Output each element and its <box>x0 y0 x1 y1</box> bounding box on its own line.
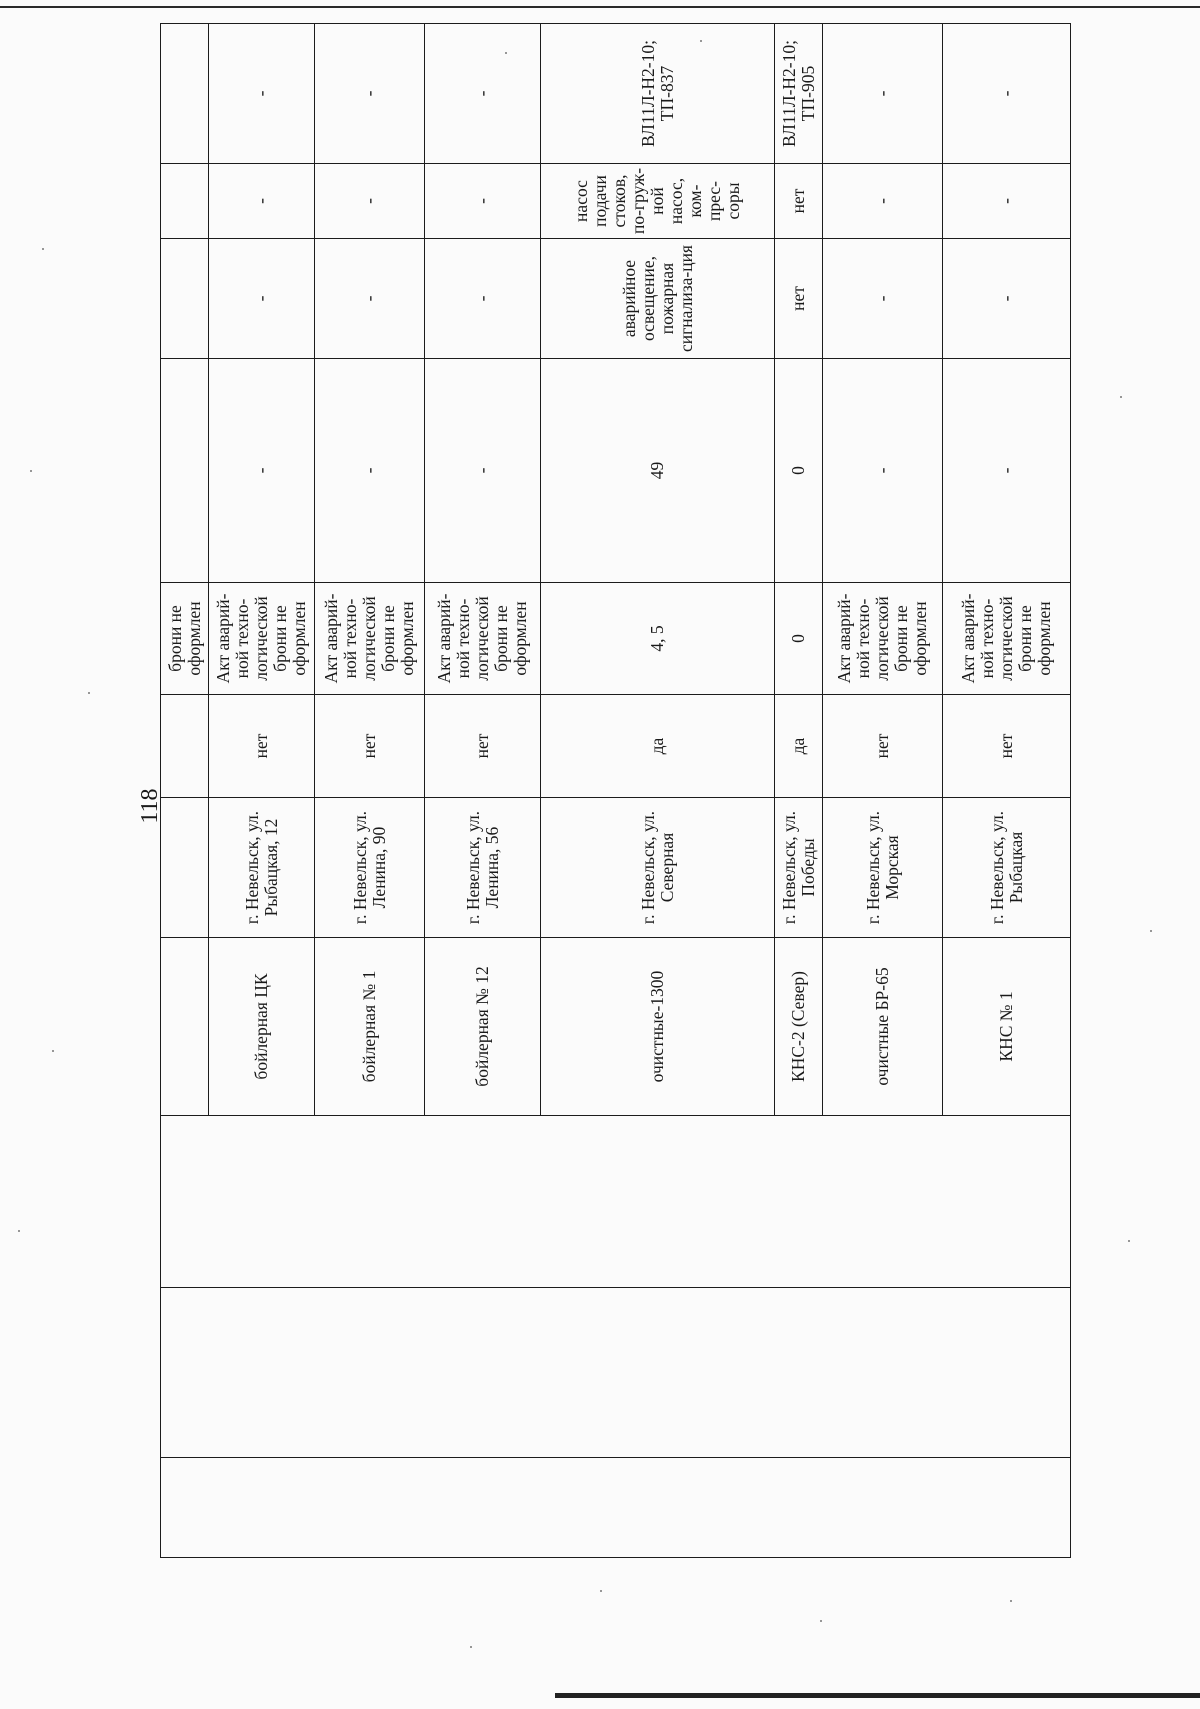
cell-header-name <box>161 938 209 1116</box>
cell-header-flag <box>161 695 209 798</box>
cell-value: 49 <box>541 359 775 583</box>
cell-header-equipment <box>161 239 209 359</box>
cell-reserve: Акт аварий-ной техно-логической брони не оформлен <box>425 583 541 695</box>
cell-flag: нет <box>823 695 943 798</box>
cell-empty-col3 <box>161 1116 1071 1288</box>
cell-line: - <box>315 24 425 164</box>
cell-equipment: - <box>209 239 315 359</box>
cell-flag: нет <box>209 695 315 798</box>
cell-value: - <box>209 359 315 583</box>
cell-flag: нет <box>943 695 1071 798</box>
cell-name: бойлерная № 12 <box>425 938 541 1116</box>
cell-address: г. Невельск, ул. Победы <box>775 798 823 938</box>
cell-name: КНС № 1 <box>943 938 1071 1116</box>
cell-line: - <box>425 24 541 164</box>
cell-flag: нет <box>425 695 541 798</box>
cell-header-reserve: брони не оформлен <box>161 583 209 695</box>
cell-line: ВЛ11Л-Н2-10; ТП-837 <box>541 24 775 164</box>
cell-reserve: Акт аварий-ной техно-логической брони не оформлен <box>823 583 943 695</box>
cell-line: - <box>209 24 315 164</box>
table-row-top-strip <box>161 24 209 1558</box>
cell-units: - <box>209 164 315 239</box>
cell-name: очистные-1300 <box>541 938 775 1116</box>
cell-value: - <box>315 359 425 583</box>
cell-address: г. Невельск, ул. Северная <box>541 798 775 938</box>
cell-units: нет <box>775 164 823 239</box>
cell-header-address <box>161 798 209 938</box>
rotated-table-container <box>160 40 1070 1558</box>
cell-equipment: аварийное освещение, пожарная сигнализа-ция <box>541 239 775 359</box>
cell-equipment: - <box>425 239 541 359</box>
cell-address: г. Невельск, ул. Ленина, 90 <box>315 798 425 938</box>
cell-header-units <box>161 164 209 239</box>
cell-units: - <box>943 164 1071 239</box>
cell-reserve: Акт аварий-ной техно-логической брони не оформлен <box>315 583 425 695</box>
cell-address: г. Невельск, ул. Рыбацкая, 12 <box>209 798 315 938</box>
cell-address: г. Невельск, ул. Рыбацкая <box>943 798 1071 938</box>
cell-address: г. Невельск, ул. Ленина, 56 <box>425 798 541 938</box>
cell-value: - <box>425 359 541 583</box>
cell-flag: нет <box>315 695 425 798</box>
cell-flag: да <box>775 695 823 798</box>
cell-address: г. Невельск, ул. Морская <box>823 798 943 938</box>
cell-equipment: - <box>943 239 1071 359</box>
cell-empty-col1 <box>161 1458 1071 1558</box>
cell-reserve: 0 <box>775 583 823 695</box>
cell-name: очистные БР-65 <box>823 938 943 1116</box>
cell-value: - <box>943 359 1071 583</box>
cell-line: ВЛ11Л-Н2-10; ТП-905 <box>775 24 823 164</box>
cell-equipment: - <box>823 239 943 359</box>
cell-name: бойлерная № 1 <box>315 938 425 1116</box>
cell-units: насос подачи стоков, по-груж-ной насос, ком-прес-соры <box>541 164 775 239</box>
cell-line: - <box>823 24 943 164</box>
cell-empty-col2 <box>161 1288 1071 1458</box>
data-table <box>160 23 1071 1558</box>
cell-equipment: нет <box>775 239 823 359</box>
cell-units: - <box>823 164 943 239</box>
cell-header-value <box>161 359 209 583</box>
cell-line: - <box>943 24 1071 164</box>
cell-header-line <box>161 24 209 164</box>
page-number: 118 <box>137 788 163 824</box>
cell-value: - <box>823 359 943 583</box>
cell-reserve: Акт аварий-ной техно-логической брони не оформлен <box>943 583 1071 695</box>
cell-reserve: 4, 5 <box>541 583 775 695</box>
cell-units: - <box>315 164 425 239</box>
cell-name: КНС-2 (Север) <box>775 938 823 1116</box>
cell-units: - <box>425 164 541 239</box>
cell-value: 0 <box>775 359 823 583</box>
cell-reserve: Акт аварий-ной техно-логической брони не оформлен <box>209 583 315 695</box>
scan-edge-top <box>0 0 1200 9</box>
cell-equipment: - <box>315 239 425 359</box>
cell-flag: да <box>541 695 775 798</box>
cell-name: бойлерная ЦК <box>209 938 315 1116</box>
scan-edge-bottom <box>555 1693 1200 1698</box>
